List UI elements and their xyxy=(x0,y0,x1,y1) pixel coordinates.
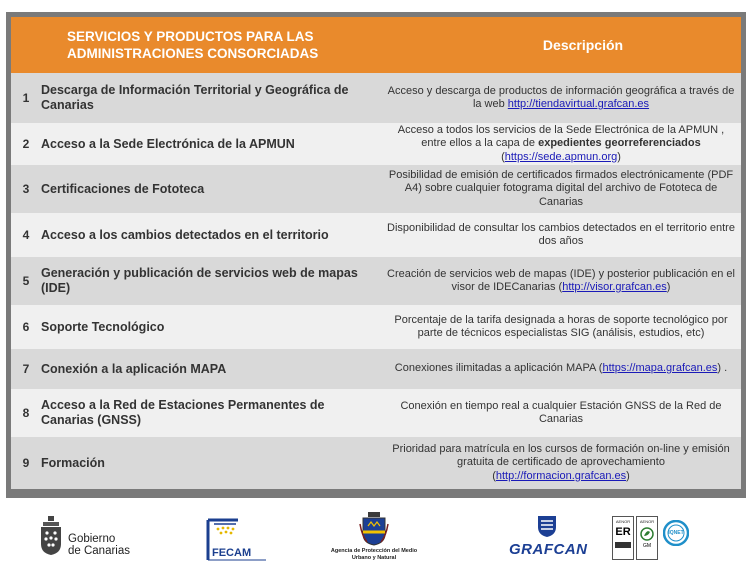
grafcan-logo xyxy=(507,514,591,562)
grafcan-text: GRAFCAN xyxy=(509,541,588,558)
description-link[interactable]: http://formacion.grafcan.es xyxy=(495,469,627,482)
row-number: 3 xyxy=(22,182,30,196)
header-description: Descripción xyxy=(542,37,624,53)
service-description xyxy=(381,85,741,112)
apmun-text: Agencia de Protección del Medio Urbano y Natural xyxy=(330,548,418,561)
description-link[interactable]: http://tiendavirtual.grafcan.es xyxy=(507,98,650,110)
row-number: 4 xyxy=(22,228,30,242)
service-description xyxy=(381,443,741,484)
service-name: Descarga de Información Territorial y Geográfica de Canarias xyxy=(41,83,349,112)
description-text: Creación de servicios web de mapas (IDE) y posterior publicación en el visor de IDECanarias ( xyxy=(387,267,735,293)
fecam-logo xyxy=(202,518,270,562)
table-row xyxy=(11,73,741,123)
description-text: ) . xyxy=(717,362,728,375)
cert-er-badge: AENOR ER xyxy=(612,516,634,560)
service-description xyxy=(381,222,741,249)
table-header xyxy=(11,17,741,73)
fecam-text: FECAM xyxy=(212,547,252,559)
service-name: Acceso a los cambios detectados en el territorio xyxy=(41,227,329,242)
service-name: Acceso a la Sede Electrónica de la APMUN xyxy=(41,136,295,151)
iqnet-label: IQNET xyxy=(668,530,684,536)
table-row xyxy=(11,389,741,437)
service-description xyxy=(381,362,741,376)
table-row xyxy=(11,437,741,489)
description-link[interactable]: https://mapa.grafcan.es xyxy=(602,362,718,375)
cert-gm-label: GM xyxy=(642,543,652,549)
service-name: Certificaciones de Fototeca xyxy=(41,181,205,196)
table-row xyxy=(11,213,741,257)
service-description xyxy=(381,268,741,295)
row-number: 7 xyxy=(22,362,30,376)
service-name: Formación xyxy=(41,455,105,470)
footer-logos xyxy=(0,510,754,567)
services-table-frame xyxy=(6,12,746,498)
table-body xyxy=(11,73,741,489)
header-services: SERVICIOS Y PRODUCTOS PARA LAS ADMINISTRACIONES CONSORCIADAS xyxy=(67,29,319,61)
table-row xyxy=(11,123,741,165)
description-text: Acceso a todos los servicios de la Sede Electrónica de la APMUN , entre ellos a la capa de xyxy=(397,123,725,150)
table-row xyxy=(11,165,741,213)
services-table xyxy=(11,17,741,493)
service-description xyxy=(381,124,741,165)
service-description xyxy=(381,400,741,427)
cert-gm-badge: AENOR GM xyxy=(636,516,658,560)
row-number: 9 xyxy=(22,456,30,470)
gobierno-line2: de Canarias xyxy=(68,545,131,557)
description-text: Prioridad para matrícula en los cursos de formación on-line y emisión gratuita de certificado de aprovechamiento ( xyxy=(392,442,730,482)
description-text: ( xyxy=(501,150,505,163)
description-text: Acceso y descarga de productos de información geográfica a través de la web xyxy=(387,84,735,110)
iqnet-badge xyxy=(663,520,689,546)
description-text: ) xyxy=(617,150,621,163)
service-name: Conexión a la aplicación MAPA xyxy=(41,361,227,376)
coat-of-arms-icon xyxy=(38,516,64,556)
row-number: 8 xyxy=(22,406,30,420)
description-text: ) xyxy=(666,281,671,293)
table-row xyxy=(11,305,741,349)
leaf-icon xyxy=(640,527,654,541)
table-row xyxy=(11,257,741,305)
row-number: 2 xyxy=(22,137,30,151)
gobierno-de-canarias-logo xyxy=(38,516,138,560)
apmun-shield-icon xyxy=(359,512,389,546)
gobierno-line1: Gobierno xyxy=(68,533,116,545)
table-row xyxy=(11,349,741,389)
service-name: Acceso a la Red de Estaciones Permanentes de Canarias (GNSS) xyxy=(41,398,325,427)
description-text: Disponibilidad de consultar los cambios detectados en el territorio entre dos años xyxy=(387,221,735,247)
description-bold: expedientes georreferenciados xyxy=(538,137,701,150)
description-text: Posibilidad de emisión de certificados firmados electrónicamente (PDF A4) sobre cualquier fotograma digital del archivo de Fototeca de Canarias xyxy=(388,168,734,208)
grafcan-shield-icon xyxy=(536,514,558,538)
row-number: 1 xyxy=(22,91,30,105)
service-description xyxy=(381,314,741,341)
description-text: Conexiones ilimitadas a aplicación MAPA ( xyxy=(394,362,603,375)
service-name: Soporte Tecnológico xyxy=(41,319,165,334)
description-text: Conexión en tiempo real a cualquier Estación GNSS de la Red de Canarias xyxy=(400,399,722,425)
service-description xyxy=(381,169,741,210)
description-link[interactable]: http://visor.grafcan.es xyxy=(562,281,667,293)
apmun-logo xyxy=(324,512,424,566)
row-number: 5 xyxy=(22,274,30,288)
row-number: 6 xyxy=(22,320,30,334)
service-name: Generación y publicación de servicios web de mapas (IDE) xyxy=(41,266,358,295)
cert-er-label: ER xyxy=(615,526,631,538)
description-text: Porcentaje de la tarifa designada a horas de soporte tecnológico por parte de técnicos especialistas SIG (análisis, estudios, etc) xyxy=(394,313,728,339)
description-link[interactable]: https://sede.apmun.org xyxy=(504,150,618,163)
description-text: ) xyxy=(626,469,630,482)
